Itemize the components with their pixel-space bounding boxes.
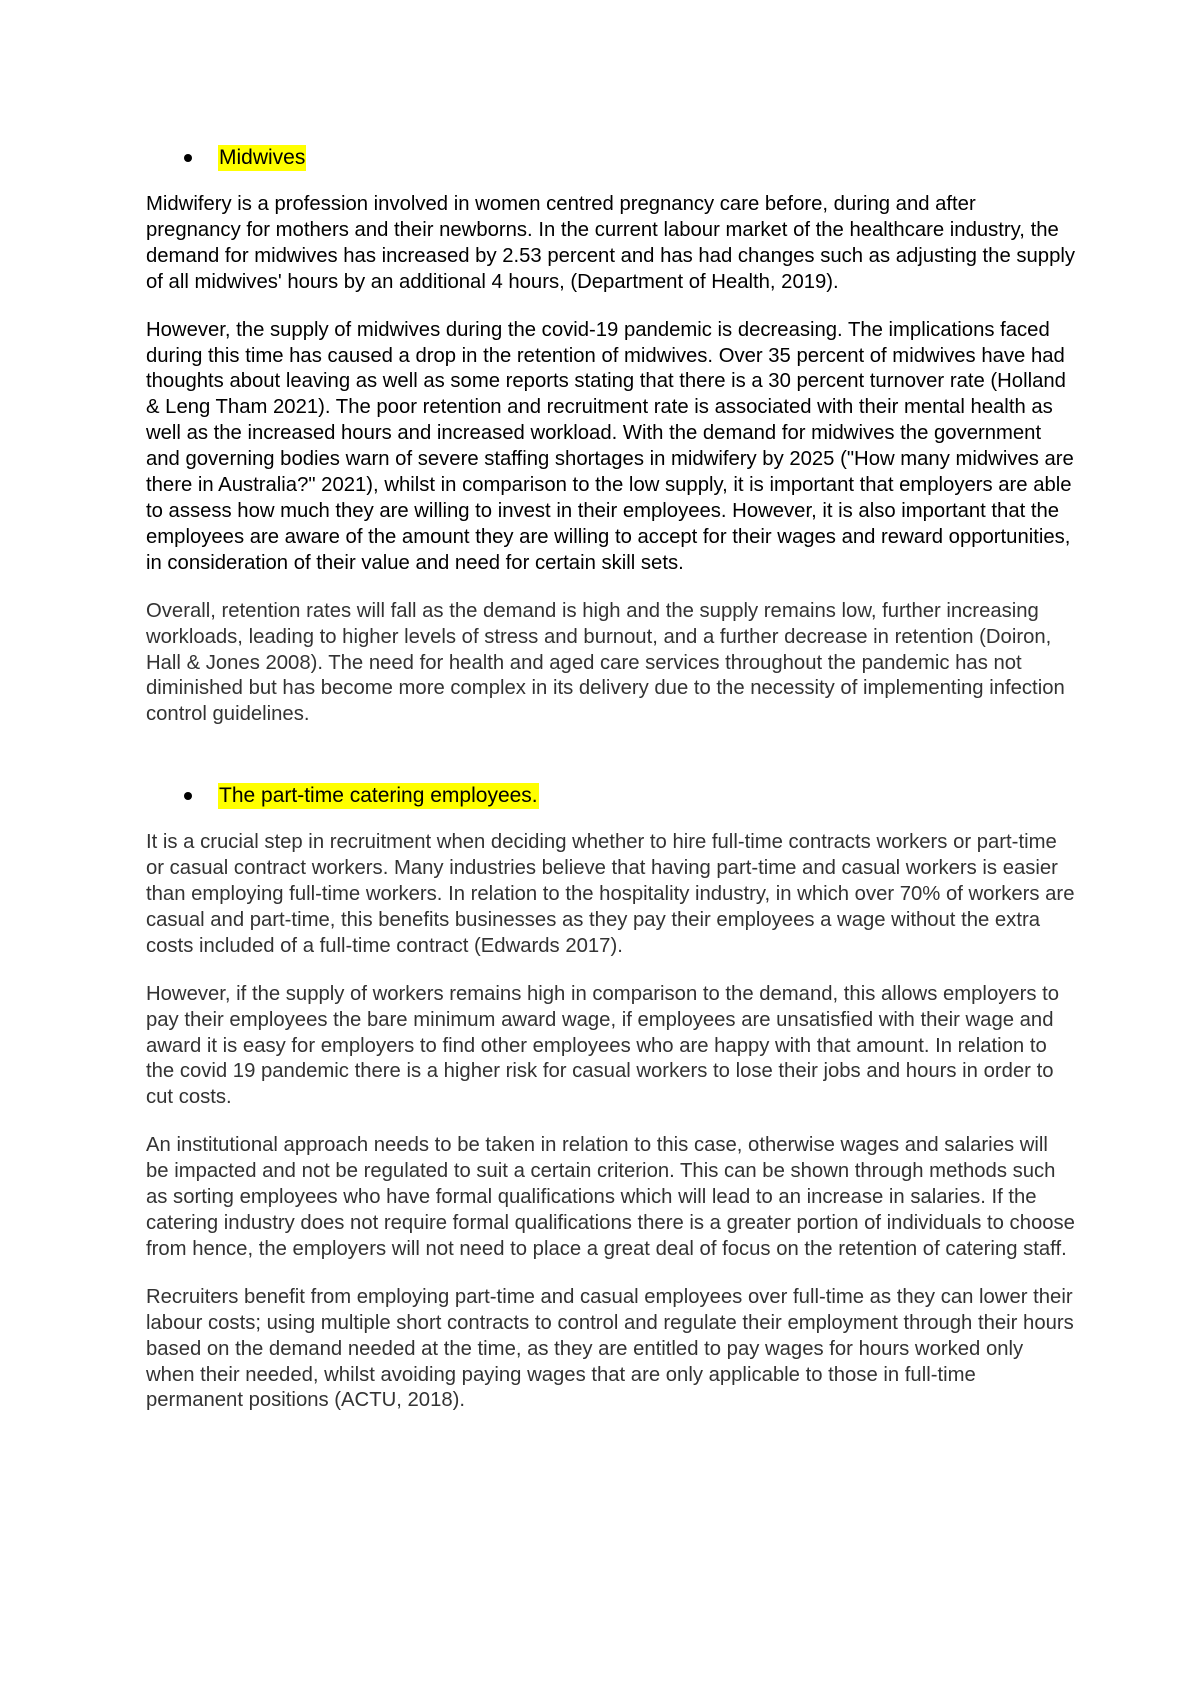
section-heading-catering [184,780,1076,812]
paragraph: Recruiters benefit from employing part-time and casual employees over full-time as they can lower their labour costs; using multiple short contracts to control and regulate their employment through their hours based on the demand needed at the time, as they are entitled to pay wages for hours worked only when their needed, whilst avoiding paying wages that are only applicable to those in full-time permanent positions (ACTU, 2018). [146,1285,1074,1412]
document-page [146,142,1076,1414]
paragraph: Midwifery is a profession involved in women centred pregnancy care before, during and after pregnancy for mothers and their newborns. In the current labour market of the healthcare industry, the demand for midwives has increased by 2.53 percent and has had changes such as adjusting the supply of all midwives' hours by an additional 4 hours, (Department of Health, 2019). [146,193,1076,293]
paragraph: However, if the supply of workers remains high in comparison to the demand, this allows employers to pay their employees the bare minimum award wage, if employees are unsatisfied with their wage and award it is easy for employers to find other employees who are happy with that amount. In relation to the covid 19 pandemic there is a higher risk for casual workers to lose their jobs and hours in order to cut costs. [146,982,1060,1109]
paragraph: It is a crucial step in recruitment when deciding whether to hire full-time contracts workers or part-time or casual contract workers. Many industries believe that having part-time and casual workers is easier than employing full-time workers. In relation to the hospitality industry, in which over 70% of workers are casual and part-time, this benefits businesses as they pay their employees a wage without the extra costs included of a full-time contract (Edwards 2017). [146,831,1075,957]
paragraph: An institutional approach needs to be taken in relation to this case, otherwise wages and salaries will be impacted and not be regulated to suit a certain criterion. This can be shown through methods such as sorting employees who have formal qualifications which will lead to an increase in salaries. If the catering industry does not require formal qualifications there is a greater portion of individuals to choose from hence, the employers will not need to place a great deal of focus on the retention of catering staff. [146,1134,1075,1260]
paragraph: Overall, retention rates will fall as the demand is high and the supply remains low, further increasing workloads, leading to higher levels of stress and burnout, and a further decrease in retention (Doiron, Hall & Jones 2008). The need for health and aged care services throughout the pandemic has not diminished but has become more complex in its delivery due to the necessity of implementing infection control guidelines. [146,599,1065,726]
bullet-icon [184,792,192,800]
bullet-icon [184,154,192,162]
paragraph: However, the supply of midwives during the covid-19 pandemic is decreasing. The implications faced during this time has caused a drop in the retention of midwives. Over 35 percent of midwives have had thoughts about leaving as well as some reports stating that there is a 30 percent turnover rate (Holland & Leng Tham 2021). The poor retention and recruitment rate is associated with their mental health as well as the increased hours and increased workload. With the demand for midwives the government and governing bodies warn of severe staffing shortages in midwifery by 2025 ("How many midwives are there in Australia?" 2021), whilst in comparison to the low supply, it is important that employers are able to assess how much they are willing to invest in their employees. However, it is also important that the employees are aware of the amount they are willing to accept for their wages and reward opportunities, in consideration of their value and need for certain skill sets. [146,318,1074,574]
heading-text: Midwives [219,146,306,169]
heading-text: The part-time catering employees. [219,784,538,808]
section-heading-midwives [184,142,1076,174]
